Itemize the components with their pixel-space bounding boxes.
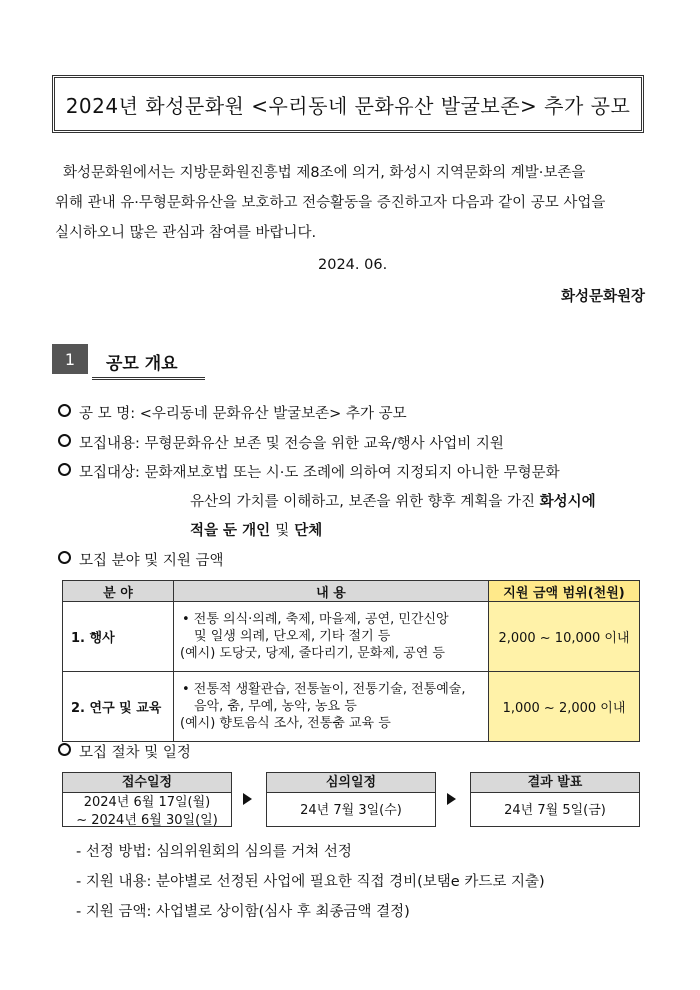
content-line: 음악, 춤, 무예, 농악, 농요 등 [194, 699, 357, 714]
label: 모집대상: [79, 465, 140, 481]
content-line: • 전통적 생활관습, 전통놀이, 전통기술, 전통예술, [182, 682, 466, 697]
overview-target-cont [190, 519, 322, 540]
header-content: 내 용 [174, 581, 489, 602]
funding-table [62, 580, 640, 742]
row-amount: 1,000 ~ 2,000 이내 [489, 672, 640, 742]
header-category: 분 야 [63, 581, 174, 602]
arrow-right-icon [243, 793, 252, 805]
text-bold: 화성시에 [539, 494, 596, 510]
step-date: 2024년 6월 17일(월) [83, 795, 211, 810]
note-support-content: - 지원 내용: 분야별로 선정된 사업에 필요한 직접 경비(보탬e 카드로 지출) [76, 874, 545, 890]
circle-bullet-icon [58, 743, 71, 756]
label: 모집내용: [79, 436, 140, 452]
schedule-step-application [62, 772, 232, 827]
row-content [174, 672, 489, 742]
step-date: 24년 7월 5일(금) [504, 803, 606, 818]
text-bold: 적을 둔 개인 [190, 523, 276, 539]
arrow-right-icon [447, 793, 456, 805]
value: 무형문화유산 보존 및 전승을 위한 교육/행사 사업비 지원 [144, 436, 504, 452]
section-number: 1 [52, 344, 88, 374]
heading: 모집 절차 및 일정 [79, 745, 191, 761]
overview-target-cont [190, 490, 596, 511]
value: 문화재보호법 또는 시·도 조례에 의하여 지정되지 아니한 무형문화 [144, 465, 560, 481]
step-title: 결과 발표 [471, 773, 639, 793]
content-line: • 전통 의식·의례, 축제, 마을제, 공연, 민간신앙 [182, 612, 449, 627]
intro-line: 화성문화원에서는 지방문화원진흥법 제8조에 의거, 화성시 지역문화의 계발·보존을 [63, 165, 586, 181]
note-support-amount: - 지원 금액: 사업별로 상이함(심사 후 최종금액 결정) [76, 904, 410, 920]
overview-target [58, 461, 560, 482]
circle-bullet-icon [58, 434, 71, 447]
content-line: 및 일생 의례, 단오제, 기타 절기 등 [194, 629, 391, 644]
table-row [63, 602, 640, 672]
header-amount: 지원 금액 범위(천원) [489, 581, 640, 602]
heading: 모집 분야 및 지원 금액 [79, 553, 224, 569]
row-category: 2. 연구 및 교육 [63, 672, 174, 742]
content-example: (예시) 향토음식 조사, 전통춤 교육 등 [180, 716, 391, 731]
content-example: (예시) 도당굿, 당제, 줄다리기, 문화제, 공연 등 [180, 646, 445, 661]
step-date: ~ 2024년 6월 30일(일) [76, 813, 218, 828]
title-box [52, 75, 644, 133]
fields-heading [58, 549, 224, 570]
schedule-step-result [470, 772, 640, 827]
signature: 화성문화원장 [560, 289, 645, 305]
intro-line: 실시하오니 많은 관심과 참여를 바랍니다. [55, 225, 317, 241]
row-amount: 2,000 ~ 10,000 이내 [489, 602, 640, 672]
circle-bullet-icon [58, 404, 71, 417]
note-selection: - 선정 방법: 심의위원회의 심의를 거쳐 선정 [76, 844, 352, 860]
step-title: 심의일정 [267, 773, 435, 793]
circle-bullet-icon [58, 463, 71, 476]
table-row [63, 672, 640, 742]
schedule-heading [58, 741, 191, 762]
section-underline [92, 377, 205, 380]
value: <우리동네 문화유산 발굴보존> 추가 공모 [139, 406, 407, 422]
page-title: 2024년 화성문화원 <우리동네 문화유산 발굴보존> 추가 공모 [65, 93, 631, 118]
section-title: 공모 개요 [106, 354, 178, 374]
step-title: 접수일정 [63, 773, 231, 793]
row-category: 1. 행사 [63, 602, 174, 672]
text-bold: 단체 [289, 523, 323, 539]
text: 유산의 가치를 이해하고, 보존을 위한 향후 계획을 가진 [190, 494, 540, 510]
text: 및 [275, 523, 290, 539]
circle-bullet-icon [58, 551, 71, 564]
intro-paragraph [55, 158, 650, 248]
overview-name [58, 402, 407, 423]
row-content [174, 602, 489, 672]
step-date: 24년 7월 3일(수) [300, 803, 402, 818]
table-header-row [63, 581, 640, 602]
label: 공 모 명: [79, 406, 136, 422]
schedule-step-review [266, 772, 436, 827]
overview-content [58, 432, 504, 453]
intro-line: 위해 관내 유·무형문화유산을 보호하고 전승활동을 증진하고자 다음과 같이 공모 사업을 [55, 195, 606, 211]
notice-date: 2024. 06. [318, 257, 388, 273]
